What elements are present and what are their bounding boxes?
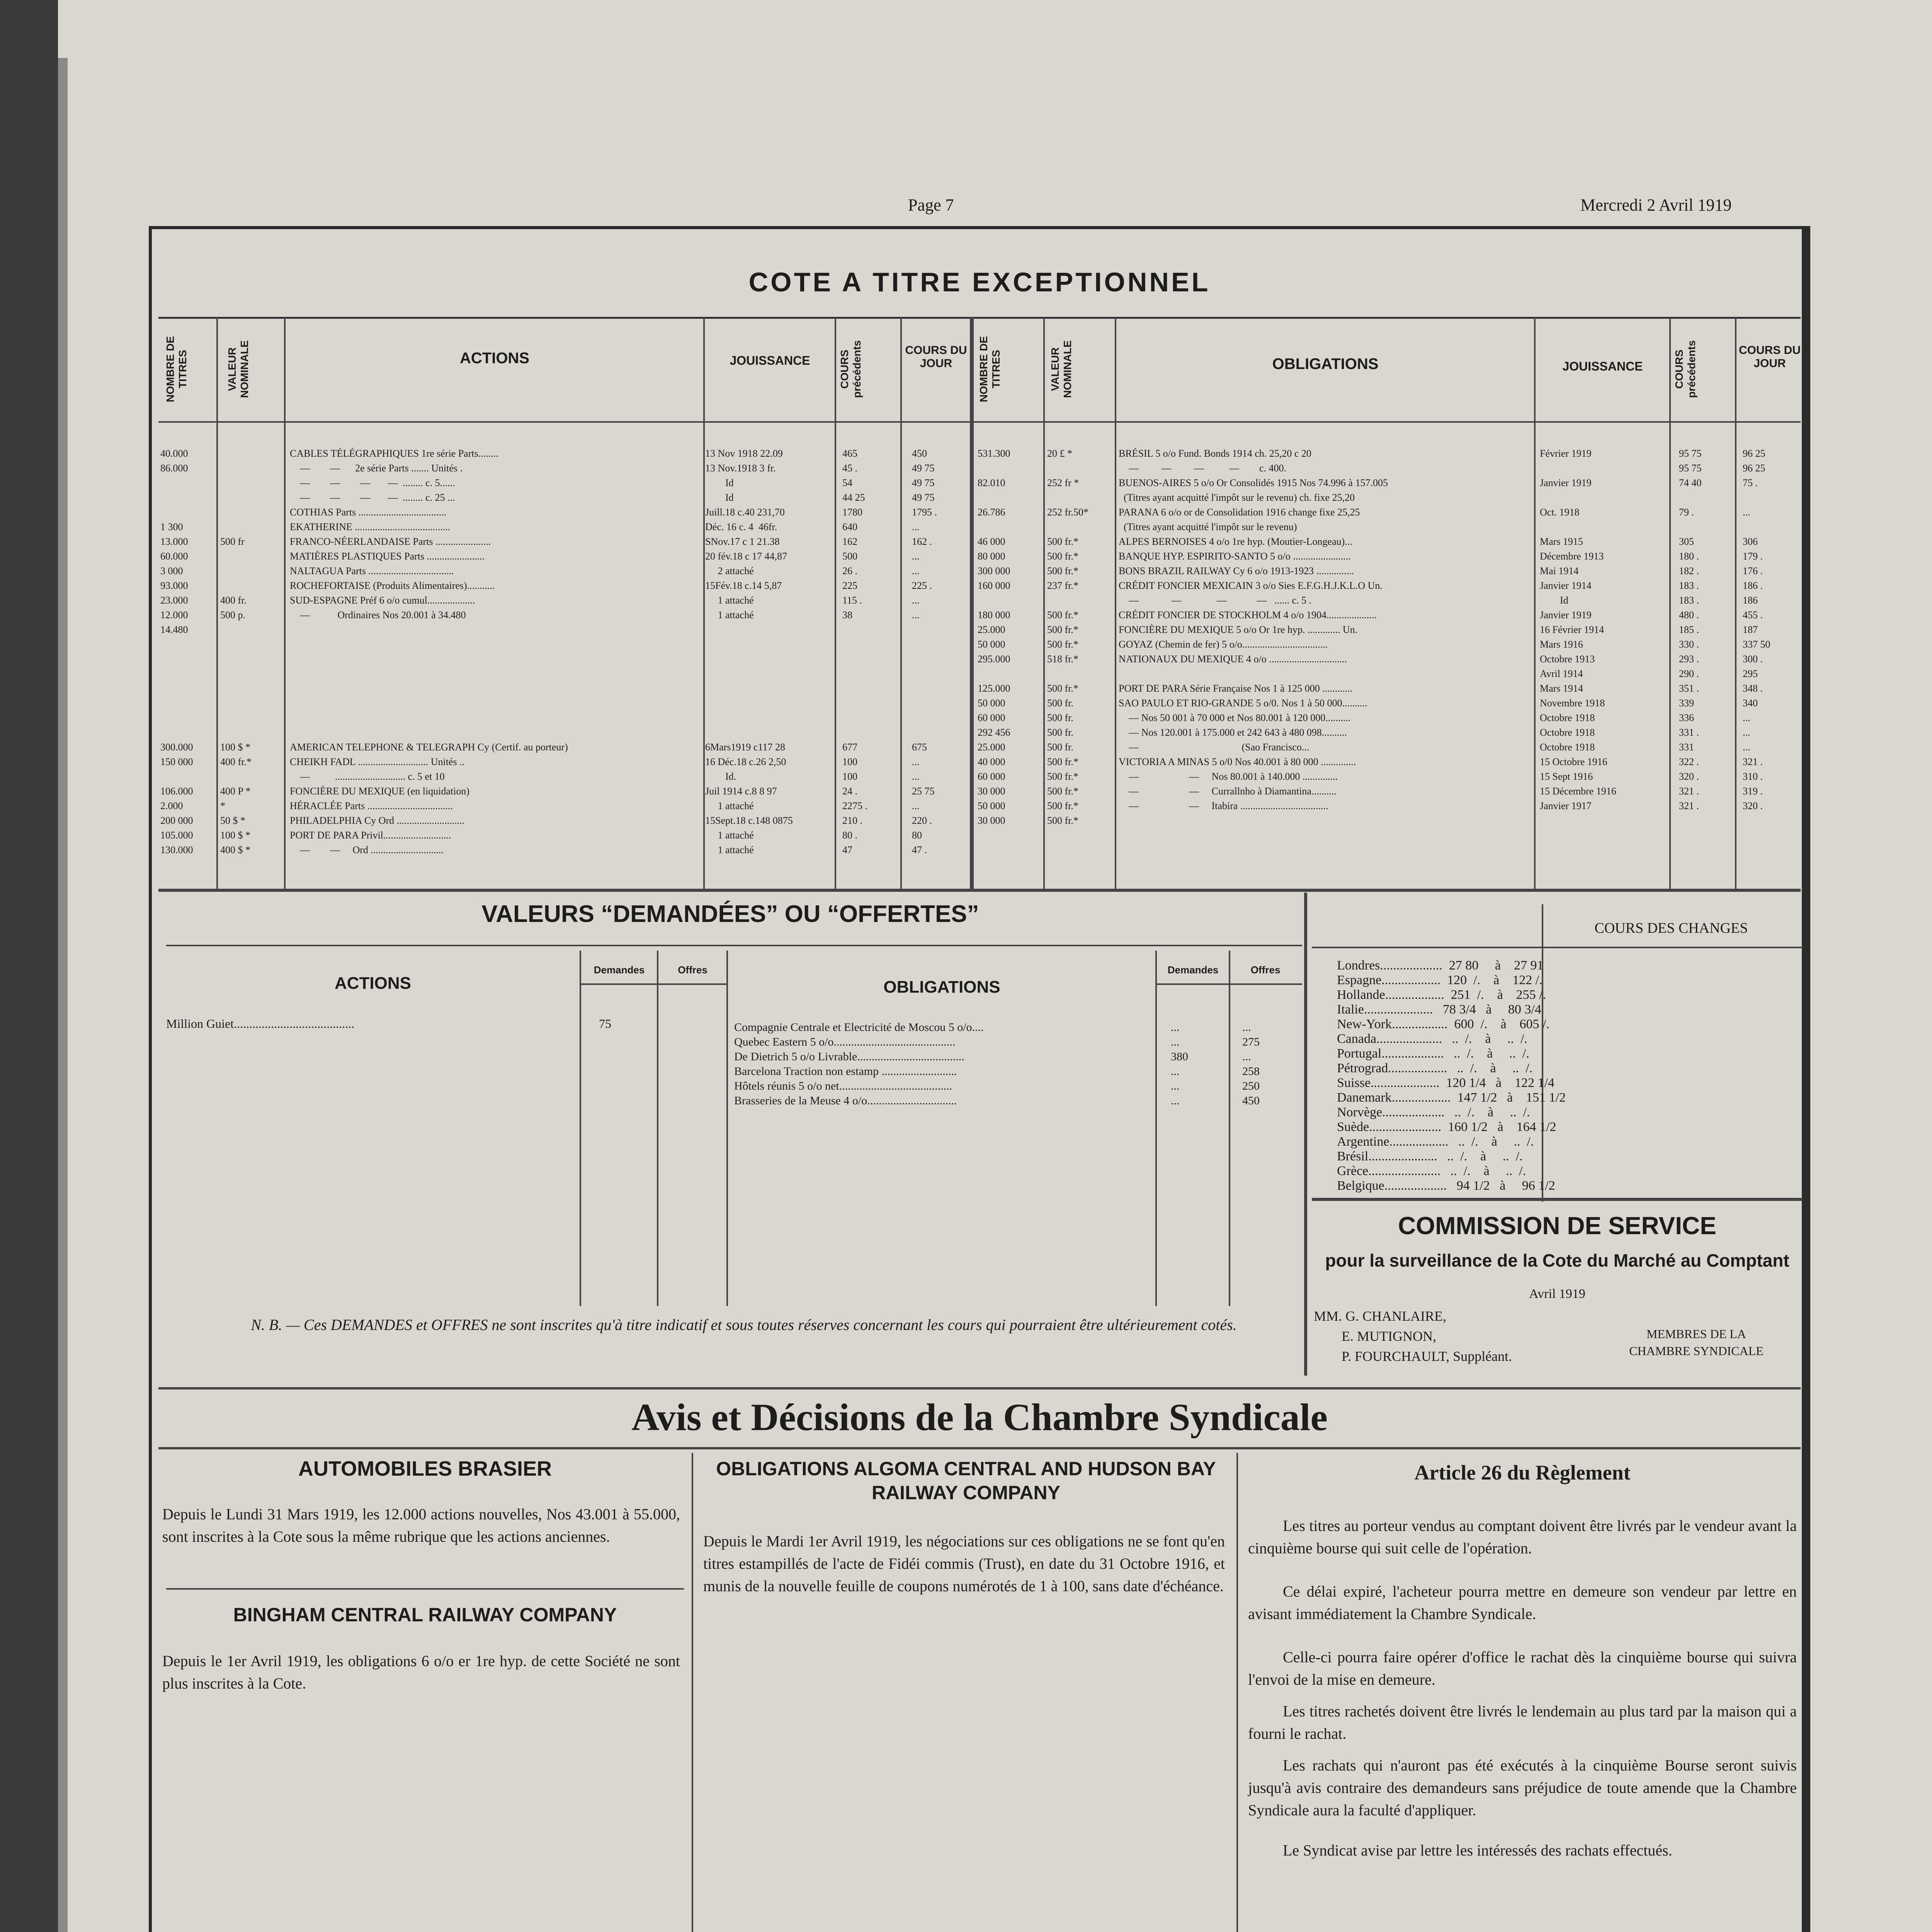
col-line	[1669, 317, 1671, 889]
hdr-obl-jouissance: JOUISSANCE	[1562, 359, 1643, 373]
hdr-obl-valeur: VALEUR NOMINALE	[1049, 340, 1073, 398]
actions-valeur-col: 500 fr 400 fr. 500 p. 100 $ * 400 fr.* 400 P * * 50 $ * 100 $ * 400 $ *	[220, 536, 252, 855]
actions-jour-col: 450 49 75 49 75 49 75 1795 . ... 162 . ... ... 225 . ... ... 675 ... ... 25 75 ... 220 . 80 47 .	[912, 448, 937, 855]
hdr-actions-cours-jour: COURS DU JOUR	[905, 344, 967, 370]
valeurs-obligations-label: OBLIGATIONS	[883, 978, 1000, 997]
changes-bottom-rule	[1312, 1198, 1803, 1201]
hdr-obl-cours-jour: COURS DU JOUR	[1738, 344, 1801, 370]
col-line	[657, 951, 658, 1306]
hdr-actions-cours-prec: COURS précédents	[838, 340, 863, 398]
commission-subtitle: pour la surveillance de la Cote du Marché au Comptant	[1325, 1250, 1789, 1270]
valeurs-note: N. B. — Ces DEMANDES et OFFRES ne sont inscrites qu'à titre indicatif et sous toutes réserves concernant les cours qui pourraient être ultérieurement cotés.	[251, 1316, 1237, 1333]
avis-title: Avis et Décisions de la Chambre Syndicale	[631, 1396, 1328, 1439]
hdr-actions-valeur: VALEUR NOMINALE	[226, 340, 250, 398]
col-line	[703, 317, 705, 889]
actions-prec-col: 465 45 . 54 44 25 1780 640 162 500 26 . 225 115 . 38 677 100 100 24 . 2275 . 210 . 80 . 47	[842, 448, 867, 855]
valeurs-demandes-label: Demandes	[594, 964, 645, 976]
hdr-actions: ACTIONS	[460, 350, 529, 367]
binding-edge	[58, 58, 68, 1932]
valeurs-actions-label: ACTIONS	[335, 974, 411, 993]
commission-role: MEMBRES DE LA CHAMBRE SYNDICALE	[1629, 1327, 1764, 1358]
brasier-rule	[166, 1588, 684, 1590]
hdr-obl-nombre: NOMBRE DE TITRES	[978, 336, 1002, 402]
col-line	[580, 951, 581, 1306]
actions-jouissance-col: 13 Nov 1918 22.09 13 Nov.1918 3 fr. Id Id Juill.18 c.40 231,70 Déc. 16 c. 4 46fr. SNov.17 c 1 21.38 20 fév.18 c 17 44,87 2 attaché 15Fév.18 c.14 5,87 1 attaché 1 attaché 6Mars1919 c117 28 16 Déc.18 c.26 2,50 Id. Juil 1914 c.8 8 97 1 attaché 15Sept.18 c.148 0875 1 attaché 1 attaché	[705, 448, 793, 855]
binding-shadow	[0, 0, 58, 1932]
valeurs-offres-label: Offres	[678, 964, 707, 976]
page-date: Mercredi 2 Avril 1919	[1580, 196, 1732, 214]
actions-names-col: CABLES TÉLÉGRAPHIQUES 1re série Parts........ — — 2e série Parts ....... Unités . — — — — ........ c. 5...... — — — — ........ c. 25 ... COTHIAS Parts ................................... EKATHERINE ...................................... FRANCO-NÉERLANDAISE Parts ...................... MATIÈRES PLASTIQUES Parts ....................... NALTAGUA Parts .................................. ROCHEFORTAISE (Produits Alimentaires)........... SUD-ESPAGNE Préf 6 o/o cumul................... — Ordinaires Nos 20.001 à 34.480 AMERICAN TELEPHONE & TELEGRAPH Cy (Certif. au porteur) CHEIKH FADL ............................ Unités .. — ............................ c. 5 et 10 FONCIÈRE DU MEXIQUE (en liquidation) HÉRACLÉE Parts .................................. PHILADELPHIA Cy Ord ........................... PORT DE PARA Privil........................... — — Ord .............................	[290, 448, 568, 855]
col-line	[1155, 951, 1157, 1306]
col-line	[216, 317, 218, 889]
valeurs-title: VALEURS “DEMANDÉES” OU “OFFERTES”	[481, 901, 979, 927]
col-line	[900, 317, 902, 889]
valeurs-head-rule	[580, 983, 726, 985]
valeurs-obligations-demandes: ... ... 380 ... ... ...	[1171, 1021, 1188, 1107]
article-p4: Les titres rachetés doivent être livrés le lendemain au plus tard par la maison qui a fourni le rachat.	[1248, 1702, 1797, 1742]
col-line	[1229, 951, 1230, 1306]
valeurs-actions-demandes: 75	[599, 1017, 611, 1031]
avis-col-line	[1236, 1453, 1238, 1932]
avis-col-line	[692, 1453, 693, 1932]
table-header-rule	[158, 421, 1801, 423]
obl-names-col: BRÉSIL 5 o/o Fund. Bonds 1914 ch. 25,20 c 20 — — — — c. 400. BUENOS-AIRES 5 o/o Or Consolidés 1915 Nos 74.996 à 157.005 (Titres ayant acquitté l'impôt sur le revenu) ch. fixe 25,20 PARANA 6 o/o or de Consolidation 1916 change fixe 25,25 (Titres ayant acquitté l'impôt sur le revenu) ALPES BERNOISES 4 o/o 1re hyp. (Moutier-Longeau)... BANQUE HYP. ESPIRITO-SANTO 5 o/o ....................... BONS BRAZIL RAILWAY Cy 6 o/o 1913-1923 ............... CRÉDIT FONCIER MEXICAIN 3 o/o Sies E.F.G.H.J.K.L.O Un. — — — — ...... c. 5 . CRÉDIT FONCIER DE STOCKHOLM 4 o/o 1904.................... FONCIÈRE DU MEXIQUE 5 o/o Or 1re hyp. ............. Un. GOYAZ (Chemin de fer) 5 o/o.................................. NATIONAUX DU MEXIQUE 4 o/o ............................... PORT DE PARA Série Française Nos 1 à 125 000 ............ SAO PAULO ET RIO-GRANDE 5 o/0. Nos 1 à 50 000.......... — Nos 50 001 à 70 000 et Nos 80.001 à 120 000.......... — Nos 120.001 à 175.000 et 242 643 à 480 098.......... — (Sao Francisco... VICTORIA A MINAS 5 o/0 Nos 40.001 à 80 000 .............. — — Nos 80.001 à 140.000 .............. — — Currallnho à Diamantina.......... — — Itabira ...................................	[1119, 448, 1388, 811]
algoma-text: Depuis le Mardi 1er Avril 1919, les négociations sur ces obligations ne se font qu'en titres estampillés de l'acte de Fidéi commis (Trust), en date du 31 Octobre 1916, et munis de la nouvelle feuille de coupons numérotés de 1 à 100, sans date d'échéance.	[703, 1532, 1225, 1595]
valeurs-offres-label-2: Offres	[1250, 964, 1281, 976]
hdr-actions-nombre: NOMBRE DE TITRES	[164, 336, 189, 402]
article-p1: Les titres au porteur vendus au comptant doivent être livrés par le vendeur avant la cinquième bourse qui suit celle de l'opération.	[1248, 1517, 1797, 1557]
hdr-obl-cours-prec: COURS précédents	[1673, 340, 1697, 398]
cote-title: COTE A TITRE EXCEPTIONNEL	[748, 267, 1211, 297]
article-title: Article 26 du Règlement	[1414, 1461, 1631, 1484]
commission-title: COMMISSION DE SERVICE	[1398, 1212, 1716, 1240]
obl-valeur-col: 20 £ * 252 fr * 252 fr.50* 500 fr.* 500 fr.* 500 fr.* 237 fr.* 500 fr.* 500 fr.* 500 fr.* 518 fr.* 500 fr.* 500 fr. 500 fr. 500 fr. 500 fr. 500 fr.* 500 fr.* 500 fr.* 500 fr.* 500 fr.*	[1047, 448, 1088, 826]
brasier-text: Depuis le Lundi 31 Mars 1919, les 12.000 actions nouvelles, Nos 43.001 à 55.000, sont inscrites à la Cote sous la même rubrique que les actions anciennes.	[162, 1505, 680, 1545]
page-number: Page 7	[908, 196, 954, 214]
article-p2: Ce délai expiré, l'acheteur pourra mettre en demeure son vendeur par lettre en avisant immédiatement la Chambre Syndicale.	[1248, 1583, 1797, 1622]
col-line-center	[970, 317, 974, 889]
hdr-obligations: OBLIGATIONS	[1272, 355, 1379, 372]
changes-divider	[1304, 893, 1307, 1376]
col-line	[284, 317, 286, 889]
valeurs-demandes-label-2: Demandes	[1167, 964, 1219, 976]
col-line	[1735, 317, 1736, 889]
avis-top-rule	[158, 1387, 1801, 1389]
valeurs-obligations-offres: ... 275 ... 258 250 450	[1242, 1021, 1260, 1107]
obl-nombre-col: 531.300 82.010 26.786 46 000 80 000 300 000 160 000 180 000 25.000 50 000 295.000 125.000 50 000 60 000 292 456 25.000 40 000 60 000 30 000 50 000 30 000	[978, 448, 1010, 826]
article-p5: Les rachats qui n'auront pas été exécutés à la cinquième Bourse seront suivis jusqu'à avis contraire des demandeurs sans préjudice de toute amende que la Chambre Syndicale aura la faculté d'appliquer.	[1248, 1757, 1797, 1819]
changes-rule	[1312, 947, 1803, 948]
algoma-title: OBLIGATIONS ALGOMA CENTRAL AND HUDSON BAY RAILWAY COMPANY	[716, 1458, 1216, 1503]
cote-title-box	[158, 247, 1801, 319]
obl-jouissance-col: Février 1919 Janvier 1919 Oct. 1918 Mars 1915 Décembre 1913 Mai 1914 Janvier 1914 Id Janvier 1919 16 Février 1914 Mars 1916 Octobre 1913 Avril 1914 Mars 1914 Novembre 1918 Octobre 1918 Octobre 1918 Octobre 1918 15 Octobre 1916 15 Sept 1916 15 Décembre 1916 Janvier 1917	[1540, 448, 1616, 811]
valeurs-head-rule	[1155, 983, 1302, 985]
col-line	[835, 317, 836, 889]
valeurs-obligations-rows: Compagnie Centrale et Electricité de Moscou 5 o/o.... Quebec Eastern 5 o/o.......................................... De Dietrich 5 o/o Livrable..................................... Barcelona Traction non estamp .......................... Hôtels réunis 5 o/o net....................................... Brasseries de la Meuse 4 o/o...............................	[734, 1021, 984, 1107]
valeurs-actions-row: Million Guiet.......................................	[166, 1017, 355, 1031]
col-line	[1043, 317, 1045, 889]
changes-title: COURS DES CHANGES	[1594, 920, 1748, 936]
col-line	[1115, 317, 1116, 889]
changes-rows: Londres................... 27 80 à 27 91 Espagne.................. 120 /. à 122 /. Hollande.................. 251 /. à 255 /. Italie..................... 78 3/4 à 80 3/4 New-York................. 600 /. à 605 /. Canada.................... .. /. à .. /. Portugal................... .. /. à .. /. Pétrograd.................. .. /. à .. /. Suisse..................... 120 1/4 à 122 1/4 Danemark.................. 147 1/2 à 151 1/2 Norvège................... .. /. à .. /. Suède...................... 160 1/2 à 164 1/2 Argentine.................. .. /. à .. /. Brésil..................... .. /. à .. /. Grèce...................... .. /. à .. /. Belgique................... 94 1/2 à 96 1/2	[1337, 958, 1566, 1193]
article-p3: Celle-ci pourra faire opérer d'office le rachat dès la cinquième bourse qui suivra l'envoi de la mise en demeure.	[1248, 1648, 1797, 1688]
commission-month: Avril 1919	[1529, 1287, 1585, 1301]
valeurs-rule	[166, 945, 1302, 946]
bingham-text: Depuis le 1er Avril 1919, les obligations 6 o/o er 1re hyp. de cette Société ne sont plus inscrites à la Cote.	[162, 1652, 680, 1692]
commission-members: MM. G. CHANLAIRE, E. MUTIGNON, P. FOURCHAULT, Suppléant.	[1314, 1308, 1512, 1364]
col-line	[726, 951, 728, 1306]
actions-nombre-col: 40.000 86.000 1 300 13.000 60.000 3 000 93.000 23.000 12.000 14.480 300.000 150 000 106.000 2.000 200 000 105.000 130.000	[160, 448, 193, 855]
avis-rule	[158, 1447, 1801, 1449]
obl-prec-col: 95 75 95 75 74 40 79 . 305 180 . 182 . 183 . 183 . 480 . 185 . 330 . 293 . 290 . 351 . 339 336 331 . 331 322 . 320 . 321 . 321 .	[1679, 448, 1702, 811]
table-bottom-rule	[158, 889, 1801, 892]
brasier-title: AUTOMOBILES BRASIER	[298, 1457, 552, 1480]
article-p6: Le Syndicat avise par lettre les intéressés des rachats effectués.	[1283, 1842, 1672, 1859]
hdr-actions-jouissance: JOUISSANCE	[730, 354, 810, 367]
obl-jour-col: 96 25 96 25 75 . ... 306 179 . 176 . 186 . 186 455 . 187 337 50 300 . 295 348 . 340 ... ... ... 321 . 310 . 319 . 320 .	[1743, 448, 1770, 811]
bingham-title: BINGHAM CENTRAL RAILWAY COMPANY	[233, 1604, 617, 1626]
col-line	[1534, 317, 1536, 889]
